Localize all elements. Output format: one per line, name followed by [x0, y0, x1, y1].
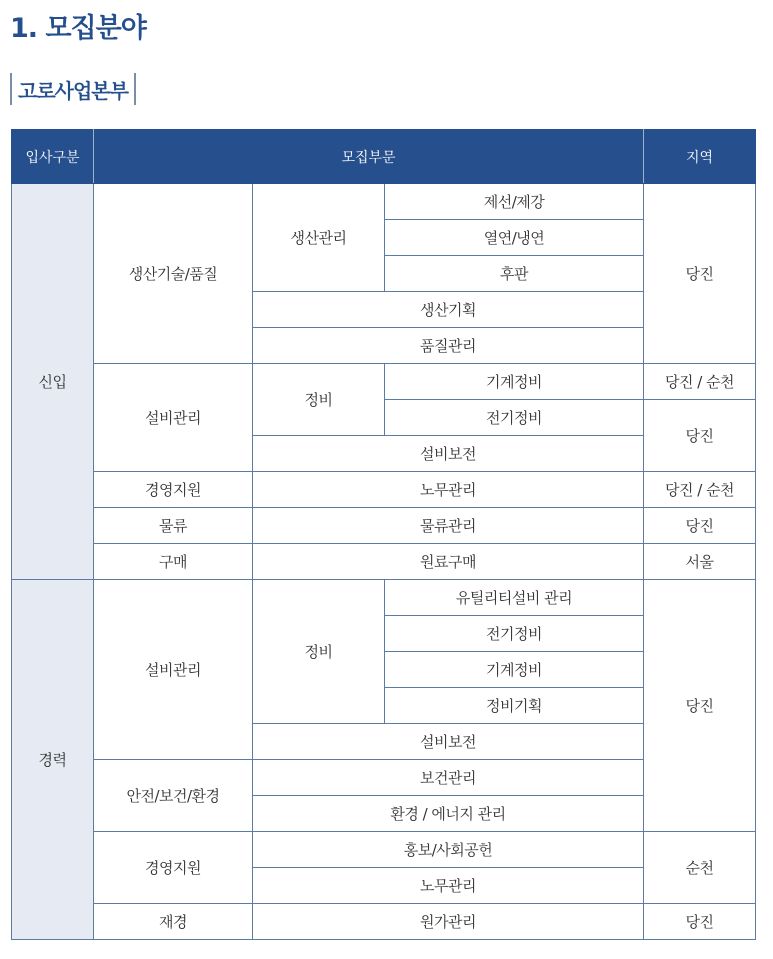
category-cell: 구매 — [94, 544, 253, 580]
region-cell: 당진 — [644, 400, 756, 472]
region-cell: 당진 — [644, 508, 756, 544]
table-row — [12, 184, 756, 220]
region-cell: 당진 — [644, 904, 756, 940]
field-cell: 제선/제강 — [385, 184, 644, 220]
region-cell: 서울 — [644, 544, 756, 580]
heading-right-divider — [134, 73, 136, 105]
category-cell: 안전/보건/환경 — [94, 760, 253, 832]
field-cell: 전기정비 — [385, 616, 644, 652]
category-cell: 설비관리 — [94, 364, 253, 472]
category-cell: 재경 — [94, 904, 253, 940]
table-row — [12, 544, 756, 580]
field-cell: 기계정비 — [385, 364, 644, 400]
table-row — [12, 508, 756, 544]
category-cell: 생산기술/품질 — [94, 184, 253, 364]
recruitment-table — [11, 129, 756, 940]
table-header-row — [12, 130, 756, 184]
field-cell: 원료구매 — [253, 544, 644, 580]
region-cell: 당진 — [644, 184, 756, 364]
subcategory-cell: 정비 — [253, 364, 385, 436]
field-cell: 홍보/사회공헌 — [253, 832, 644, 868]
table-row — [12, 832, 756, 868]
division-heading — [10, 73, 136, 105]
header-type: 입사구분 — [12, 130, 94, 184]
category-cell: 설비관리 — [94, 580, 253, 760]
subcategory-cell: 정비 — [253, 580, 385, 724]
category-cell: 경영지원 — [94, 832, 253, 904]
region-cell: 당진 — [644, 580, 756, 832]
field-cell: 후판 — [385, 256, 644, 292]
field-cell: 설비보전 — [253, 724, 644, 760]
field-cell: 물류관리 — [253, 508, 644, 544]
field-cell: 보건관리 — [253, 760, 644, 796]
field-cell: 노무관리 — [253, 868, 644, 904]
type-new: 신입 — [12, 184, 94, 580]
region-cell: 당진 / 순천 — [644, 472, 756, 508]
field-cell: 기계정비 — [385, 652, 644, 688]
region-cell: 당진 / 순천 — [644, 364, 756, 400]
table-row — [12, 472, 756, 508]
category-cell: 경영지원 — [94, 472, 253, 508]
field-cell: 노무관리 — [253, 472, 644, 508]
field-cell: 전기정비 — [385, 400, 644, 436]
field-cell: 환경 / 에너지 관리 — [253, 796, 644, 832]
header-region: 지역 — [644, 130, 756, 184]
division-title: 고로사업본부 — [18, 78, 128, 103]
field-cell: 원가관리 — [253, 904, 644, 940]
region-cell: 순천 — [644, 832, 756, 904]
field-cell: 정비기획 — [385, 688, 644, 724]
table-row — [12, 364, 756, 400]
field-cell: 품질관리 — [253, 328, 644, 364]
type-career: 경력 — [12, 580, 94, 940]
table-row — [12, 904, 756, 940]
field-cell: 유틸리티설비 관리 — [385, 580, 644, 616]
subcategory-cell: 생산관리 — [253, 184, 385, 292]
field-cell: 설비보전 — [253, 436, 644, 472]
category-cell: 물류 — [94, 508, 253, 544]
field-cell: 생산기획 — [253, 292, 644, 328]
header-field: 모집부문 — [94, 130, 644, 184]
table-row — [12, 580, 756, 616]
field-cell: 열연/냉연 — [385, 220, 644, 256]
page-title: 1. 모집분야 — [10, 13, 146, 44]
